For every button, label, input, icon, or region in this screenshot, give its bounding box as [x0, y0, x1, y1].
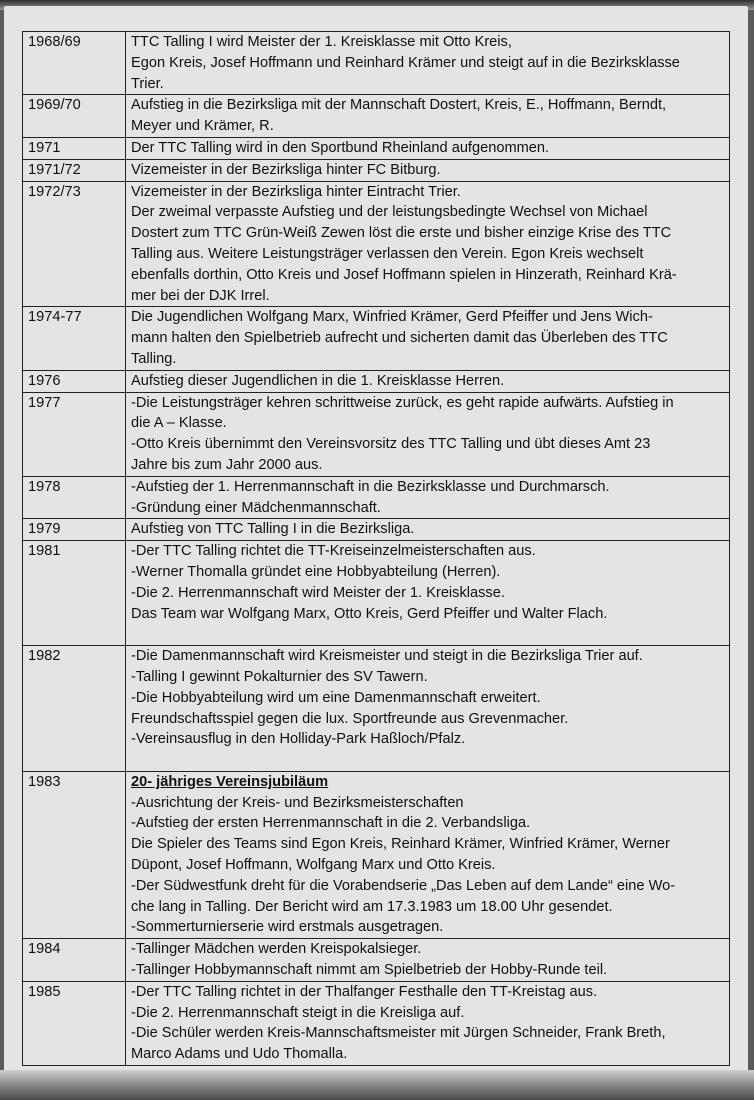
- event-text-line: Vizemeister in der Bezirksliga hinter FC Bitburg.: [131, 161, 441, 178]
- scan-edge-bottom: [0, 1070, 754, 1100]
- event-cell: [126, 541, 730, 646]
- chronicle-row: [23, 32, 730, 95]
- chronicle-row: [23, 95, 730, 138]
- event-text-line: -Die Hobbyabteilung wird um eine Damenmannschaft erweitert.: [131, 689, 541, 706]
- chronicle-row: [23, 519, 730, 541]
- chronicle-table-body: [23, 32, 730, 1066]
- event-text-line: mer bei der DJK Irrel.: [131, 287, 270, 304]
- year-cell: 1978: [23, 476, 126, 519]
- event-cell: [126, 159, 730, 181]
- chronicle-row: [23, 771, 730, 938]
- event-text-line: Das Team war Wolfgang Marx, Otto Kreis, Gerd Pfeiffer und Walter Flach.: [131, 605, 608, 622]
- event-cell: [126, 370, 730, 392]
- event-text-line: Düpont, Josef Hoffmann, Wolfgang Marx und Otto Kreis.: [131, 857, 496, 874]
- event-cell: [126, 307, 730, 370]
- event-cell: [126, 95, 730, 138]
- anniversary-heading: 20- jähriges Vereinsjubiläum: [131, 773, 329, 790]
- event-cell: [126, 476, 730, 519]
- event-cell: [126, 939, 730, 982]
- event-text-line: -Die 2. Herrenmannschaft steigt in die Kreisliga auf.: [131, 1004, 465, 1021]
- year-cell: 1983: [23, 771, 126, 938]
- event-text-line: -Tallinger Hobbymannschaft nimmt am Spielbetrieb der Hobby-Runde teil.: [131, 962, 608, 979]
- event-cell: [126, 392, 730, 476]
- chronicle-row: [23, 541, 730, 646]
- event-text-line: [131, 750, 725, 771]
- event-cell: [126, 981, 730, 1065]
- event-text-line: -Talling I gewinnt Pokalturnier des SV Tawern.: [131, 668, 428, 685]
- chronicle-row: [23, 981, 730, 1065]
- event-text-line: -Otto Kreis übernimmt den Vereinsvorsitz des TTC Talling und übt dieses Amt 23: [131, 436, 651, 453]
- event-text-line: Talling aus. Weitere Leistungsträger verlassen den Verein. Egon Kreis wechselt: [131, 245, 644, 262]
- event-text-line: -Aufstieg der ersten Herrenmannschaft in die 2. Verbandsliga.: [131, 815, 531, 832]
- event-text-line: che lang in Talling. Der Bericht wird am 17.3.1983 um 18.00 Uhr gesendet.: [131, 898, 613, 915]
- chronicle-row: [23, 646, 730, 772]
- event-text-line: -Tallinger Mädchen werden Kreispokalsieger.: [131, 941, 422, 958]
- event-cell: [126, 32, 730, 95]
- year-cell: 1971/72: [23, 159, 126, 181]
- event-text-line: TTC Talling I wird Meister der 1. Kreisklasse mit Otto Kreis,: [131, 34, 512, 50]
- event-text-line: mann halten den Spielbetrieb aufrecht und sicherten damit das Überleben des TTC: [131, 330, 668, 347]
- event-text-line: Aufstieg von TTC Talling I in die Bezirksliga.: [131, 521, 415, 538]
- event-text-line: Egon Kreis, Josef Hoffmann und Reinhard Krämer und steigt auf in die Bezirksklasse: [131, 54, 680, 71]
- year-cell: 1985: [23, 981, 126, 1065]
- event-text-line: die A – Klasse.: [131, 415, 227, 432]
- event-cell: [126, 137, 730, 159]
- chronicle-row: [23, 307, 730, 370]
- chronicle-row: [23, 370, 730, 392]
- event-text-line: Aufstieg in die Bezirksliga mit der Mannschaft Dostert, Kreis, E., Hoffmann, Berndt,: [131, 97, 667, 114]
- event-text-line: -Gründung einer Mädchenmannschaft.: [131, 499, 381, 516]
- chronicle-row: [23, 137, 730, 159]
- year-cell: 1977: [23, 392, 126, 476]
- year-cell: 1971: [23, 137, 126, 159]
- year-cell: 1976: [23, 370, 126, 392]
- event-cell: [126, 646, 730, 772]
- event-text-line: Aufstieg dieser Jugendlichen in die 1. Kreisklasse Herren.: [131, 372, 505, 389]
- event-text-line: -Die Schüler werden Kreis-Mannschaftsmeister mit Jürgen Schneider, Frank Breth,: [131, 1025, 666, 1042]
- year-cell: 1984: [23, 939, 126, 982]
- event-text-line: -Sommerturnierserie wird erstmals ausgetragen.: [131, 919, 444, 936]
- event-text-line: -Aufstieg der 1. Herrenmannschaft in die Bezirksklasse und Durchmarsch.: [131, 478, 610, 495]
- event-text-line: -Vereinsausflug in den Holliday-Park Haßloch/Pfalz.: [131, 731, 466, 748]
- event-text-line: Meyer und Krämer, R.: [131, 118, 274, 135]
- event-text-line: Talling.: [131, 350, 177, 367]
- club-chronicle-table: [22, 31, 730, 1066]
- event-text-line: -Die Leistungsträger kehren schrittweise zurück, es geht rapide aufwärts. Aufstieg in: [131, 394, 674, 411]
- year-cell: 1982: [23, 646, 126, 772]
- event-text-line: ebenfalls dorthin, Otto Kreis und Josef Hoffmann spielen in Hinzerath, Reinhard Krä-: [131, 266, 677, 283]
- year-cell: 1981: [23, 541, 126, 646]
- event-text-line: Vizemeister in der Bezirksliga hinter Eintracht Trier.: [131, 183, 461, 200]
- event-text-line: -Der TTC Talling richtet die TT-Kreiseinzelmeisterschaften aus.: [131, 543, 536, 560]
- event-text-line: Freundschaftsspiel gegen die lux. Sportfreunde aus Grevenmacher.: [131, 710, 569, 727]
- event-text-line: -Der Südwestfunk dreht für die Vorabendserie „Das Leben auf dem Lande“ eine Wo-: [131, 877, 676, 894]
- event-text-line: Dostert zum TTC Grün-Weiß Zewen löst die erste und bisher einzige Krise des TTC: [131, 225, 672, 242]
- event-text-line: Der TTC Talling wird in den Sportbund Rheinland aufgenommen.: [131, 139, 550, 156]
- chronicle-row: [23, 181, 730, 307]
- chronicle-row: [23, 939, 730, 982]
- year-cell: 1968/69: [23, 32, 126, 95]
- event-text-line: Marco Adams und Udo Thomalla.: [131, 1046, 348, 1063]
- year-cell: 1969/70: [23, 95, 126, 138]
- event-text-line: -Der TTC Talling richtet in der Thalfanger Festhalle den TT-Kreistag aus.: [131, 983, 598, 1000]
- year-cell: 1979: [23, 519, 126, 541]
- event-text-line: [131, 624, 725, 645]
- event-cell: [126, 519, 730, 541]
- event-text-line: -Die 2. Herrenmannschaft wird Meister der 1. Kreisklasse.: [131, 584, 505, 601]
- event-cell: [126, 771, 730, 938]
- chronicle-row: [23, 392, 730, 476]
- event-cell: [126, 181, 730, 307]
- event-text-line: -Die Damenmannschaft wird Kreismeister und steigt in die Bezirksliga Trier auf.: [131, 648, 643, 665]
- event-text-line: Die Jugendlichen Wolfgang Marx, Winfried Krämer, Gerd Pfeiffer und Jens Wich-: [131, 309, 653, 326]
- event-text-line: -Ausrichtung der Kreis- und Bezirksmeisterschaften: [131, 794, 464, 811]
- year-cell: 1972/73: [23, 181, 126, 307]
- year-cell: 1974-77: [23, 307, 126, 370]
- chronicle-row: [23, 159, 730, 181]
- event-text-line: Die Spieler des Teams sind Egon Kreis, Reinhard Krämer, Winfried Krämer, Werner: [131, 836, 670, 853]
- event-text-line: -Werner Thomalla gründet eine Hobbyabteilung (Herren).: [131, 563, 501, 580]
- event-text-line: Trier.: [131, 75, 164, 92]
- event-text-line: Der zweimal verpasste Aufstieg und der leistungsbedingte Wechsel von Michael: [131, 204, 648, 221]
- event-text-line: Jahre bis zum Jahr 2000 aus.: [131, 456, 323, 473]
- chronicle-row: [23, 476, 730, 519]
